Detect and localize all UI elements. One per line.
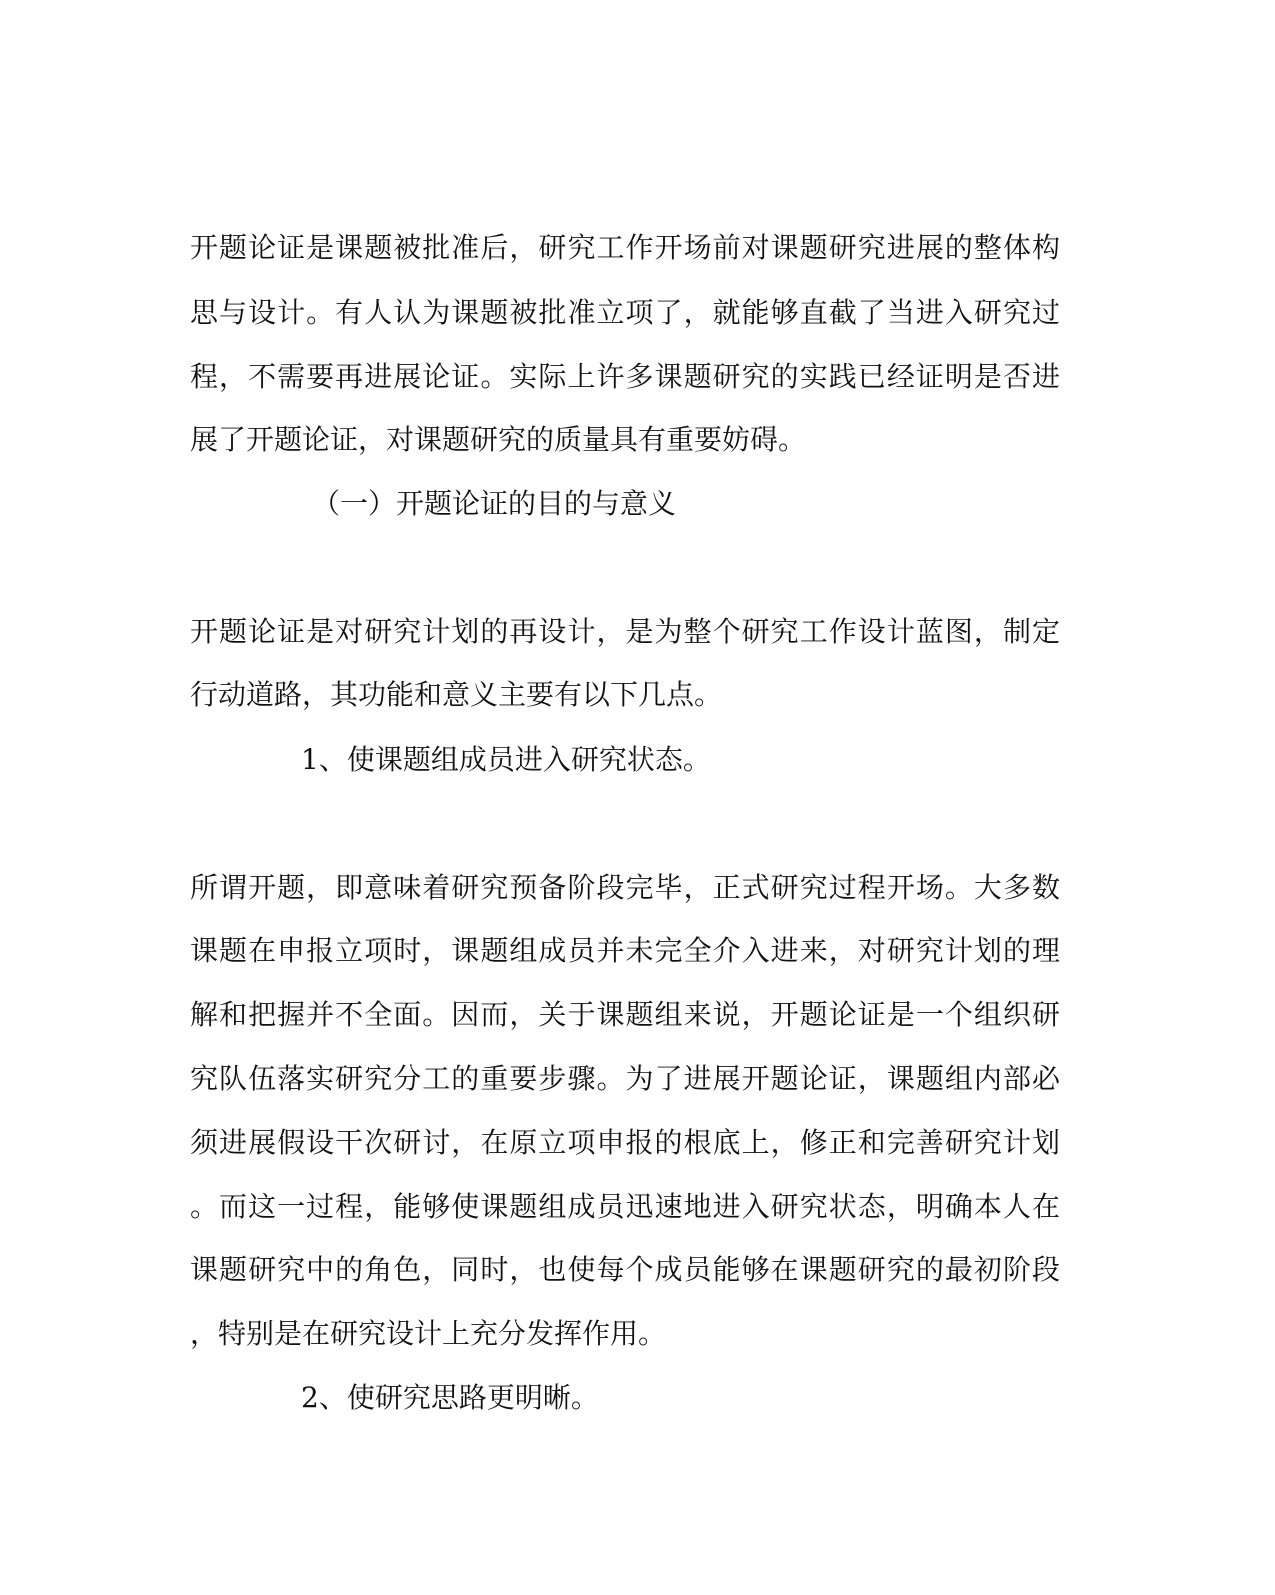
paragraph-line: 行动道路，其功能和意义主要有以下几点。 (190, 678, 723, 711)
paragraph-line: 开题论证是对研究计划的再设计，是为整个研究工作设计蓝图，制定 (190, 615, 1060, 648)
paragraph-line: 课题研究中的角色，同时，也使每个成员能够在课题研究的最初阶段 (190, 1253, 1060, 1286)
paragraph-line: 须进展假设干次研讨，在原立项申报的根底上，修正和完善研究计划 (190, 1126, 1060, 1159)
paragraph-line: 所谓开题，即意味着研究预备阶段完毕，正式研究过程开场。大多数 (190, 871, 1060, 904)
list-item-heading: 1、使课题组成员进入研究状态。 (301, 743, 711, 776)
paragraph-line: 程，不需要再进展论证。实际上许多课题研究的实践已经证明是否进 (190, 360, 1060, 393)
list-item-heading: 2、使研究思路更明晰。 (301, 1381, 599, 1414)
paragraph-line: 展了开题论证，对课题研究的质量具有重要妨碍。 (190, 423, 807, 456)
paragraph-line: 开题论证是课题被批准后，研究工作开场前对课题研究进展的整体构 (190, 231, 1060, 264)
paragraph-line: 思与设计。有人认为课题被批准立项了，就能够直截了当进入研究过 (190, 296, 1060, 329)
paragraph-line: ，特别是在研究设计上充分发挥作用。 (190, 1317, 667, 1350)
paragraph-line: 解和把握并不全面。因而，关于课题组来说，开题论证是一个组织研 (190, 998, 1060, 1031)
paragraph-line: 。而这一过程，能够使课题组成员迅速地进入研究状态，明确本人在 (190, 1190, 1060, 1223)
section-heading: （一）开题论证的目的与意义 (312, 487, 677, 520)
paragraph-line: 课题在申报立项时，课题组成员并未完全介入进来，对研究计划的理 (190, 934, 1060, 967)
paragraph-line: 究队伍落实研究分工的重要步骤。为了进展开题论证，课题组内部必 (190, 1062, 1060, 1095)
